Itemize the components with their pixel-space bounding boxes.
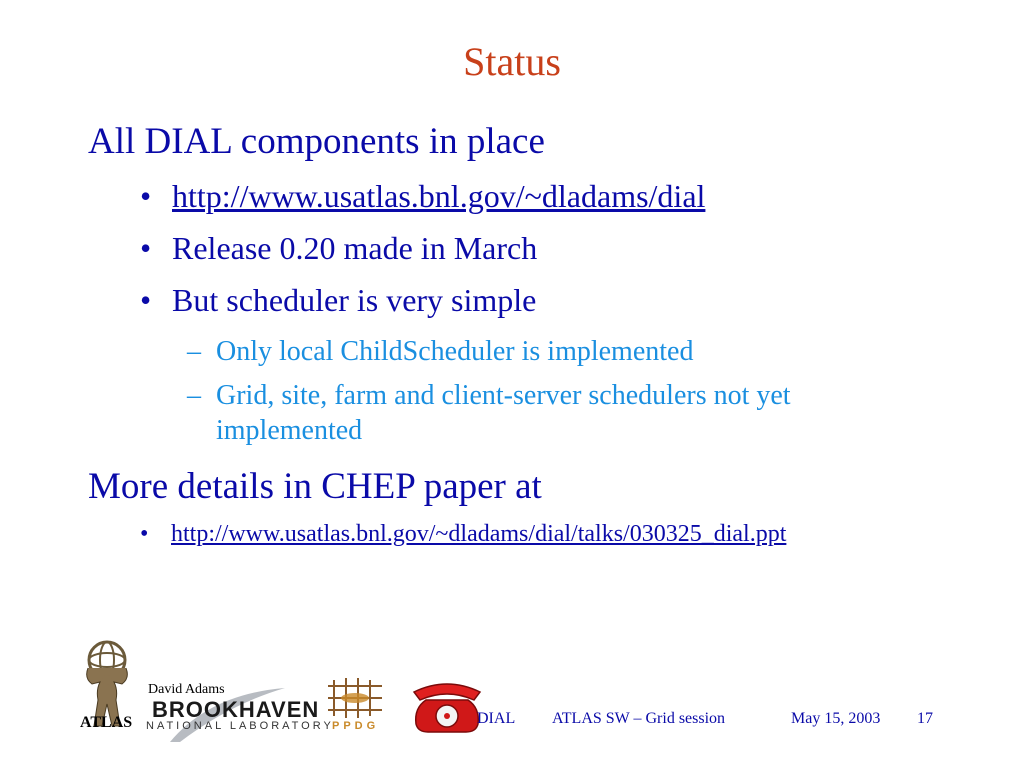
bnl-name: BROOKHAVEN — [152, 697, 320, 722]
section-heading-components: All DIAL components in place — [88, 121, 545, 162]
bullet-text: Release 0.20 made in March — [172, 230, 538, 266]
dash-marker: – — [187, 336, 201, 367]
atlas-label: ATLAS — [80, 714, 133, 731]
bullet-text: But scheduler is very simple — [172, 282, 537, 318]
bullet-marker: • — [140, 282, 152, 318]
ppdg-label: PPDG — [332, 720, 380, 732]
footer-session: ATLAS SW – Grid session — [552, 710, 726, 727]
footer-page-number: 17 — [917, 710, 933, 727]
bullet-marker: • — [140, 521, 149, 547]
red-telephone-icon — [412, 678, 482, 736]
bullet-marker: • — [140, 178, 152, 214]
author-name: David Adams — [148, 682, 225, 697]
bnl-subtitle: NATIONAL LABORATORY — [146, 720, 334, 732]
sub-item-text: Only local ChildScheduler is implemented — [216, 336, 694, 367]
dial-url-link[interactable]: http://www.usatlas.bnl.gov/~dladams/dial — [172, 178, 706, 214]
sub-item-text: Grid, site, farm and client-server schedulers not yet implemented — [216, 380, 791, 446]
dash-marker: – — [187, 380, 201, 411]
footer-project: DIAL — [477, 710, 516, 727]
slide-title: Status — [463, 39, 561, 84]
bullet-marker: • — [140, 230, 152, 266]
footer-date: May 15, 2003 — [791, 710, 881, 727]
chep-paper-link[interactable]: http://www.usatlas.bnl.gov/~dladams/dial/talks/030325_dial.ppt — [171, 521, 787, 547]
section-heading-chep: More details in CHEP paper at — [88, 466, 542, 507]
